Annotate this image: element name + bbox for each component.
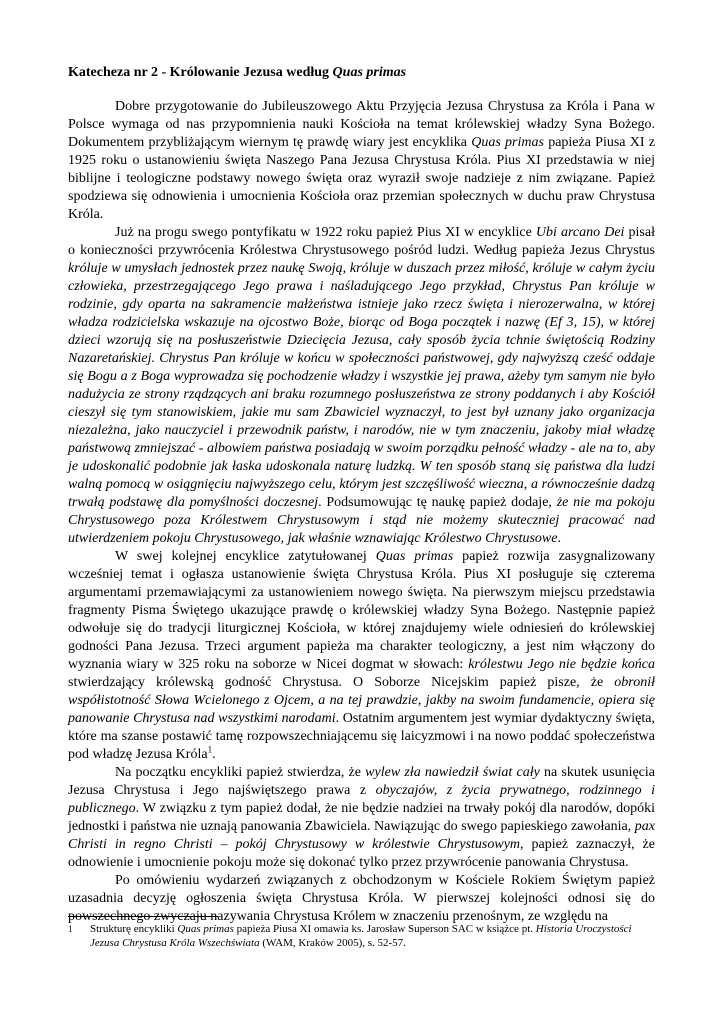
heading-text: Katecheza nr 2 - Królowanie Jezusa według	[68, 65, 333, 80]
footnote	[68, 922, 655, 950]
text-run: W swej kolejnej encyklice zatytułowanej	[115, 549, 376, 564]
paragraph	[68, 548, 655, 764]
text-run: . Podsumowując tę naukę papież dodaje,	[318, 495, 557, 510]
text-run: .	[212, 747, 216, 762]
text-run: papież rozwija zasygnalizowany wcześniej temat i ogłasza ustanowienie święta Chrystusa Króla. Pius XI posługuje się czterema argumentami przemawiającymi za ustanowieniem nowego święta. Na pierwszym miejscu przedstawia fragmenty Pisma Świętego ukazujące prawdę o królewskiej władzy Syna Bożego. Następnie papież odwołuje się do tradycji liturgicznej Kościoła, w której znajdujemy wiele odniesień do królewskiej godności Pana Jezusa. Trzeci argument papieża ma charakter teologiczny, a jest nim włączony do wyznania wiary w 325 roku na soborze w Nicei dogmat w słowach:	[68, 549, 655, 672]
italic-run: Quas primas	[471, 135, 544, 150]
italic-run: obyczajów, z życia prywatnego, rodzinnego i publicznego	[68, 783, 655, 816]
paragraph	[68, 872, 655, 926]
italic-run: wylew zła nawiedził świat cały	[365, 765, 540, 780]
footnote-reference: 1	[207, 744, 213, 755]
text-run: Po omówieniu wydarzeń związanych z obchodzonym w Kościele Rokiem Świętym papież uzasadnia decyzję ogłoszenia święta Chrystusa Króla. W pierwszej kolejności odnosi się do powszechnego zwyczaju nazywania Chrystusa Królem w znaczeniu przenośnym, ze względu na	[68, 873, 655, 924]
italic-run: obronił współistotność Słowa Wcielonego z Ojcem, a na tej prawdzie, jakby na swoim fundamencie, opiera się panowanie Chrystusa nad wszystkimi narodami	[68, 675, 655, 726]
body-text	[68, 98, 655, 926]
italic-run: pax Christi in regno Christi – pokój Chrystusowy w królestwie Chrystusowym	[68, 819, 655, 852]
text-run: Na początku encykliki papież stwierdza, że	[115, 765, 366, 780]
text-run: . W związku z tym papież dodał, że nie będzie nadziei na trwały pokój dla narodów, dopóki jednostki i państwa nie uznają panowania Zbawiciela. Nawiązując do swego papieskiego zawołania,	[68, 801, 655, 834]
text-run: . Ostatnim argumentem jest wymiar dydaktyczny święta, które ma szanse postawić tamę rozpowszechniającemu się laicyzmowi i na nowo poddać społeczeństwa pod władzę Jezusa Króla	[68, 711, 655, 762]
text-run: papieża Piusa XI omawia ks. Jarosław Superson SAC w książce pt.	[233, 923, 536, 935]
text-run: Już na progu swego pontyfikatu w 1922 roku papież Pius XI w encyklice	[115, 225, 536, 240]
text-run: papieża Piusa XI z 1925 roku o ustanowieniu święta Naszego Pana Jezusa Chrystusa Króla. Pius XI przedstawia w niej biblijne i teologiczne podstawy nowego święta oraz wyraził swoje nadzieje z nim związane. Papież spodziewa się odnowienia i umocnienia Kościoła oraz przemian społecznych w duchu praw Chrystusa Króla.	[68, 135, 655, 222]
text-run: Strukturę encykliki	[90, 923, 178, 935]
paragraph	[68, 764, 655, 872]
italic-run: Quas primas	[375, 549, 454, 564]
footnote-number: 1	[68, 924, 73, 934]
italic-run: Quas primas	[177, 923, 234, 935]
footnote-separator	[68, 916, 218, 917]
text-run: stwierdzający królewską godność Chrystusa. O Soborze Nicejskim papież pisze, że	[68, 675, 615, 690]
heading-italic-title: Quas primas	[332, 65, 407, 80]
text-run: (WAM, Kraków 2005), s. 52-57.	[259, 937, 406, 949]
italic-run: że nie ma pokoju Chrystusowego poza Królestwem Chrystusowym i stąd nie możemy skuteczniej pracować nad utwierdzeniem pokoju Chrystusowego, jak właśnie wznawiając Królestwo Chrystusowe	[68, 495, 655, 546]
italic-run: Historia Uroczystości Jezusa Chrystusa Króla Wszechświata	[90, 923, 632, 949]
text-run: .	[557, 531, 561, 546]
paragraph	[68, 98, 655, 224]
italic-run: królestwu Jego nie będzie końca	[468, 657, 655, 672]
document-heading	[68, 64, 668, 82]
footnote-text	[90, 923, 632, 949]
text-run: Dobre przygotowanie do Jubileuszowego Aktu Przyjęcia Jezusa Chrystusa za Króla i Pana w Polsce wymaga od nas przypomnienia nauki Kościoła na temat królewskiej władzy Syna Bożego. Dokumentem przybliżającym wiernym tę prawdę wiary jest encyklika	[68, 99, 655, 150]
italic-run: Ubi arcano Dei	[535, 225, 625, 240]
text-run: na skutek usunięcia Jezusa Chrystusa i Jego najświętszego prawa z	[68, 765, 655, 798]
paragraph	[68, 224, 655, 548]
italic-run: króluje w umysłach jednostek przez naukę Swoją, króluje w duszach przez miłość, króluje w całym życiu człowieka, przestrzegającego Jego prawa i naśladującego Jego przykład, Chrystus Pan króluje w rodzinie, gdy oparta na sakramencie małżeństwa istnieje jako rzecz święta i nierozerwalna, w której władza rodzicielska wskazuje na ojcostwo Boże, biorąc od Boga początek i nazwę (Ef 3, 15), w której dzieci wzorują się na posłuszeństwie Dziecięcia Jezusa, cały sposób życia tchnie świętością Rodziny Nazaretańskiej. Chrystus Pan króluje w końcu w społeczności państwowej, gdy najwyższą cześć oddaje się Bogu a z Boga wyprowadza się pochodzenie władzy i wszystkie jej prawa, ażeby tym samym nie było nadużycia ze strony rządzących ani braku rozumnego posłuszeństwa ze strony poddanych i aby Kościół cieszył się tym stanowiskiem, jakie mu sam Zbawiciel wyznaczył, to jest był uznany jako organizacja niezależna, jako nauczyciel i przewodnik państw, i narodów, nie w tym znaczeniu, jakoby miał władzę państwową zmniejszać - albowiem państwa posiadają w swoim porządku pełność władzy - ale na to, aby je udoskonalić podobnie jak łaska udoskonala naturę ludzką. W ten sposób staną się państwa dla ludzi walną pomocą w osiągnięciu najwyższego celu, którym jest szczęśliwość wieczna, a równocześnie dadzą trwałą podstawę dla pomyślności doczesnej	[68, 261, 655, 510]
text-run: pisał o konieczności przywrócenia Królestwa Chrystusowego pośród ludzi. Według papieża Jezus Chrystus	[68, 225, 655, 258]
text-run: , papież zaznaczył, że odnowienie i umocnienie pokoju może się dokonać tylko przez przywrócenie panowania Chrystusa.	[68, 837, 655, 870]
